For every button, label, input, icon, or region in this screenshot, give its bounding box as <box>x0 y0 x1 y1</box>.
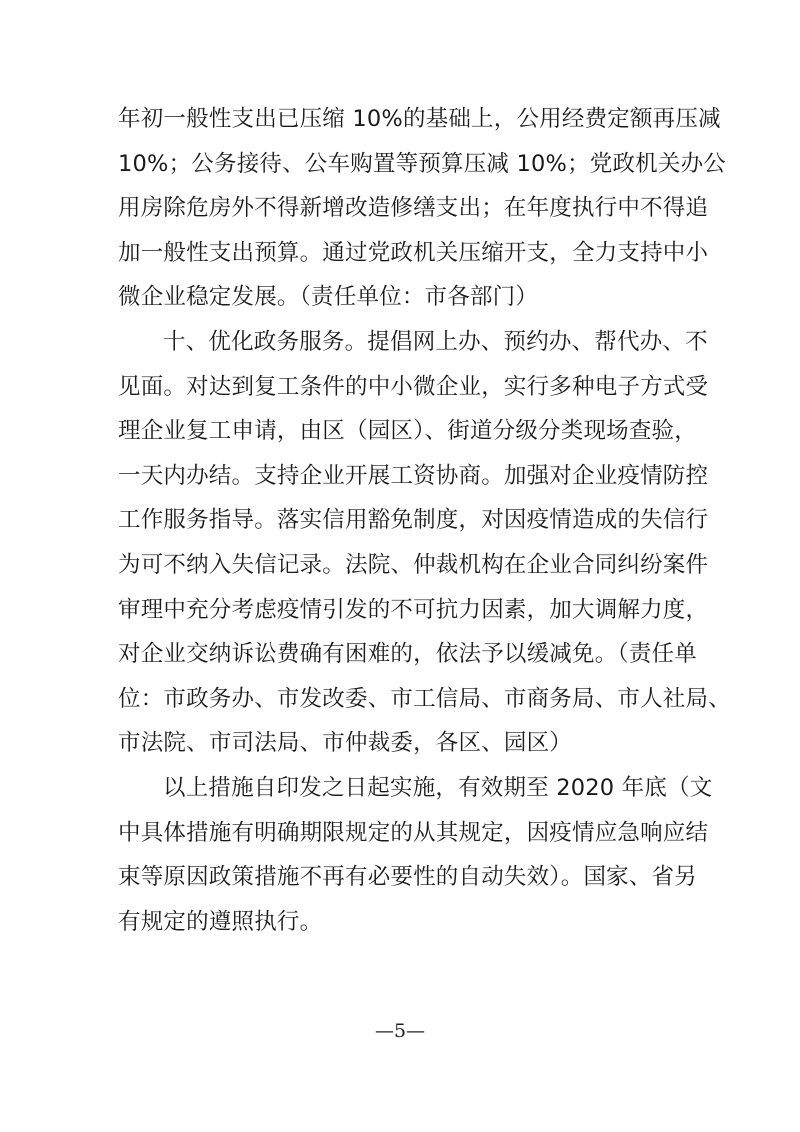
paragraph-budget-cuts <box>118 97 726 320</box>
text-line: 市法院、市司法局、市仲裁委，各区、园区） <box>118 730 573 757</box>
text-line: 用房除危房外不得新增改造修缮支出；在年度执行中不得追 <box>118 195 709 222</box>
text-line: 见面。对达到复工条件的中小微企业，实行多种电子方式受 <box>118 373 709 400</box>
document-body <box>118 97 731 944</box>
text-line: 年初一般性支出已压缩 10%的基础上，公用经费定额再压减 <box>118 106 721 132</box>
text-line: 加一般性支出预算。通过党政机关压缩开支，全力支持中小 <box>118 239 709 266</box>
text-line: 一天内办结。支持企业开展工资协商。加强对企业疫情防控 <box>118 462 709 489</box>
page-number: —5— <box>374 1020 426 1042</box>
text-line: 对企业交纳诉讼费确有困难的，依法予以缓减免。（责任单 <box>118 641 697 668</box>
text-line: 束等原因政策措施不再有必要性的自动失效）。国家、省另 <box>118 864 697 891</box>
paragraph-government-services <box>118 320 731 766</box>
text-line: 中具体措施有明确期限规定的从其规定，因疫情应急响应结 <box>118 819 709 846</box>
text-line: 为可不纳入失信记录。法院、仲裁机构在企业合同纠纷案件 <box>118 551 709 578</box>
paragraph-effective-period <box>118 766 713 944</box>
text-line: 工作服务指导。落实信用豁免制度，对因疫情造成的失信行 <box>118 507 709 534</box>
text-line: 审理中充分考虑疫情引发的不可抗力因素，加大调解力度， <box>118 596 709 623</box>
text-line: 微企业稳定发展。（责任单位：市各部门） <box>118 284 539 311</box>
text-line: 10%；公务接待、公车购置等预算压减 10%；党政机关办公 <box>118 150 726 177</box>
text-line: 位：市政务办、市发改委、市工信局、市商务局、市人社局、 <box>118 685 731 712</box>
text-line: 十、优化政务服务。提倡网上办、预约办、帮代办、不 <box>163 328 708 355</box>
text-line: 以上措施自印发之日起实施，有效期至 2020 年底（文 <box>163 774 713 801</box>
text-line: 有规定的遵照执行。 <box>118 908 323 935</box>
text-line: 理企业复工申请，由区（园区）、街道分级分类现场查验， <box>118 418 697 445</box>
